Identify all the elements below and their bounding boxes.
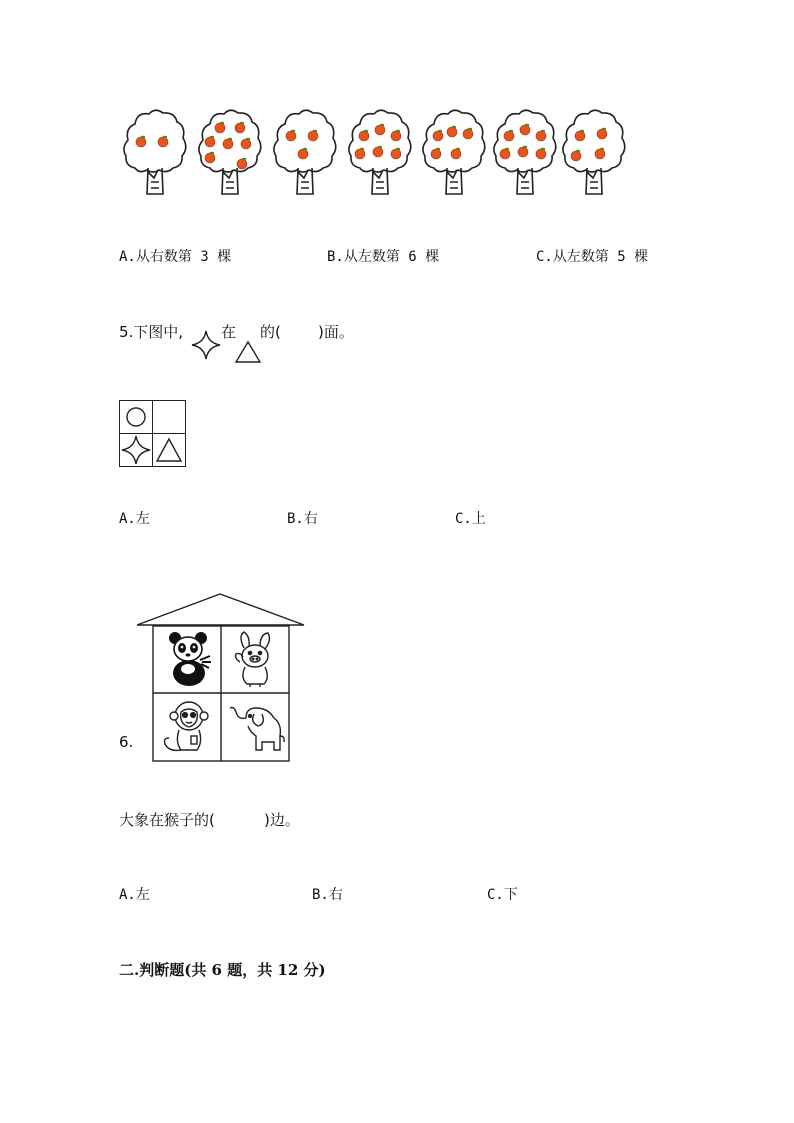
q6-option-c[interactable]: C.下 — [487, 887, 518, 903]
apple — [205, 153, 215, 163]
apple-leaf — [525, 124, 529, 126]
apple-leaf — [541, 148, 545, 150]
apple-tree-6 — [493, 108, 557, 200]
apple — [518, 147, 528, 157]
apple-leaf — [600, 148, 604, 150]
apple-leaf — [505, 148, 509, 150]
apple-leaf — [576, 150, 580, 152]
tree-icon — [562, 108, 626, 200]
apple — [308, 131, 318, 141]
apple-leaf — [523, 146, 527, 148]
apple — [433, 131, 443, 141]
apple-leaf — [220, 122, 224, 124]
apple — [375, 125, 385, 135]
tree-icon — [422, 108, 486, 200]
tree-crown — [349, 110, 411, 172]
apple-leaf — [396, 130, 400, 132]
apple — [536, 149, 546, 159]
apple — [359, 131, 369, 141]
apple-leaf — [246, 138, 250, 140]
apple-leaf — [242, 158, 246, 160]
apple-leaf — [141, 136, 145, 138]
grid-cell-bottom-right — [152, 433, 186, 467]
apple-leaf — [240, 122, 244, 124]
apple — [223, 139, 233, 149]
apple — [447, 127, 457, 137]
apple — [575, 131, 585, 141]
apple-leaf — [509, 130, 513, 132]
tree-icon — [123, 108, 187, 200]
apple — [431, 149, 441, 159]
q5-option-b[interactable]: B.右 — [287, 511, 318, 527]
apple — [158, 137, 168, 147]
apple-leaf — [210, 136, 214, 138]
apple-tree-7 — [562, 108, 626, 200]
triangle-icon — [235, 341, 261, 363]
apple — [235, 123, 245, 133]
q5-stem-part2: 在 — [221, 323, 237, 341]
apple-tree-3 — [273, 108, 337, 200]
apple — [451, 149, 461, 159]
apple — [595, 149, 605, 159]
apple-leaf — [360, 148, 364, 150]
apple — [536, 131, 546, 141]
q6-option-b[interactable]: B.右 — [312, 887, 343, 903]
apple — [237, 159, 247, 169]
q4-option-c[interactable]: C.从左数第 5 棵 — [536, 249, 649, 265]
monkey-icon — [161, 698, 215, 756]
rabbit-icon — [230, 630, 280, 688]
apple — [463, 129, 473, 139]
q5-option-a[interactable]: A.左 — [119, 511, 150, 527]
q5-option-c[interactable]: C.上 — [455, 511, 486, 527]
apple-leaf — [313, 130, 317, 132]
apple-leaf — [456, 148, 460, 150]
apple-leaf — [228, 138, 232, 140]
triangle-icon — [153, 434, 185, 466]
tree-icon — [273, 108, 337, 200]
grid-cell-top-left — [119, 400, 153, 434]
apple-leaf — [210, 152, 214, 154]
apple-leaf — [303, 148, 307, 150]
q4-option-a[interactable]: A.从右数第 3 棵 — [119, 249, 232, 265]
apple-leaf — [380, 124, 384, 126]
panda-icon — [164, 630, 214, 688]
apple — [373, 147, 383, 157]
apple-leaf — [163, 136, 167, 138]
apple-tree-2 — [198, 108, 262, 200]
apple — [205, 137, 215, 147]
apple — [215, 123, 225, 133]
tree-crown — [423, 110, 485, 172]
apple — [391, 149, 401, 159]
apple — [355, 149, 365, 159]
apple-leaf — [364, 130, 368, 132]
animal-house — [136, 592, 308, 764]
apple — [500, 149, 510, 159]
apple — [504, 131, 514, 141]
apple — [571, 151, 581, 161]
tree-icon — [198, 108, 262, 200]
apple-tree-1 — [123, 108, 187, 200]
tree-icon — [348, 108, 412, 200]
apple — [286, 131, 296, 141]
section-2-title: 二.判断题(共 6 题，共 12 分) — [119, 961, 326, 979]
apple-tree-4 — [348, 108, 412, 200]
grid-cell-bottom-left — [119, 433, 153, 467]
tree-crown — [494, 110, 556, 172]
apple-leaf — [436, 148, 440, 150]
q5-stem-part3: 的( — [260, 323, 281, 341]
apple — [597, 129, 607, 139]
elephant-icon — [228, 702, 286, 756]
apple-leaf — [291, 130, 295, 132]
apple-tree-5 — [422, 108, 486, 200]
grid-cell-top-right — [152, 400, 186, 434]
apple — [241, 139, 251, 149]
q5-stem-part4: )面。 — [318, 323, 354, 341]
apple — [520, 125, 530, 135]
apple — [298, 149, 308, 159]
q5-shape-grid — [119, 400, 185, 466]
q4-option-b[interactable]: B.从左数第 6 棵 — [327, 249, 440, 265]
tree-crown — [274, 110, 336, 172]
q5-stem-part1: 5.下图中, — [119, 323, 184, 341]
apple-leaf — [541, 130, 545, 132]
circle-icon — [120, 401, 152, 433]
apple-tree-row — [0, 0, 794, 210]
tree-crown — [563, 110, 625, 172]
apple-leaf — [452, 126, 456, 128]
q6-option-a[interactable]: A.左 — [119, 887, 150, 903]
apple-leaf — [468, 128, 472, 130]
tree-icon — [493, 108, 557, 200]
apple — [136, 137, 146, 147]
q6-number: 6. — [119, 733, 134, 751]
apple-leaf — [378, 146, 382, 148]
apple-leaf — [438, 130, 442, 132]
apple-leaf — [580, 130, 584, 132]
star-icon — [191, 330, 221, 360]
q6-stem: 大象在猴子的( — [119, 811, 215, 829]
apple — [391, 131, 401, 141]
apple-leaf — [602, 128, 606, 130]
star-icon — [120, 434, 152, 466]
tree-crown — [124, 110, 186, 172]
q6-stem-end: )边。 — [264, 811, 300, 829]
apple-leaf — [396, 148, 400, 150]
